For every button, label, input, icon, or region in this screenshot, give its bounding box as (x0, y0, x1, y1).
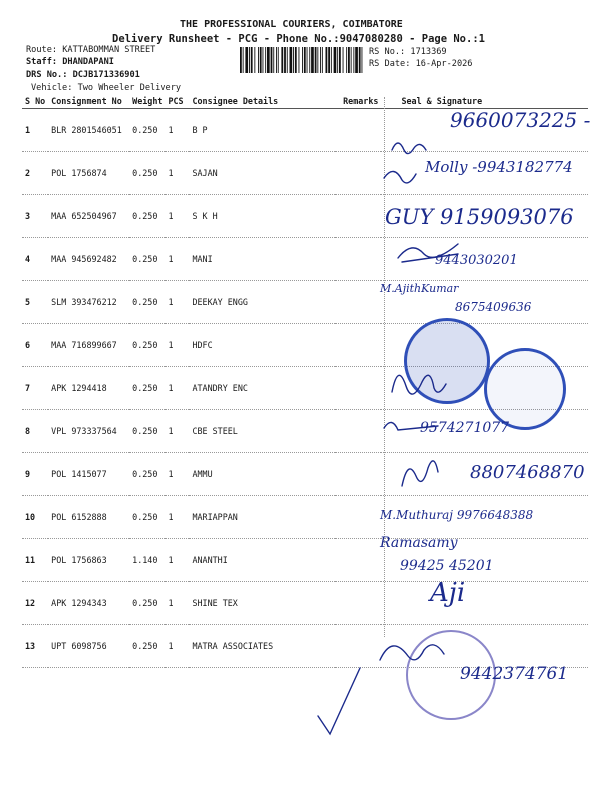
row-consignment: POL 1756874 (48, 152, 129, 195)
handwritten-phone-1: 9660073225 - (450, 108, 591, 132)
row-weight: 0.250 (129, 152, 165, 195)
row-sno: 3 (22, 195, 48, 238)
row-consignee: HDFC (189, 324, 335, 367)
row-pcs: 1 (165, 109, 189, 152)
signature-row9 (402, 461, 438, 486)
row-consignee: MARIAPPAN (189, 496, 335, 539)
row-weight: 1.140 (129, 539, 165, 582)
company-title: THE PROFESSIONAL COURIERS, COIMBATORE (180, 19, 403, 30)
signature-row2 (384, 171, 416, 182)
row-pcs: 1 (165, 281, 189, 324)
row-pcs: 1 (165, 582, 189, 625)
handwritten-name-phone-2: Molly -9943182774 (425, 158, 573, 176)
row-consignment: POL 6152888 (48, 496, 129, 539)
row-consignee: S K H (189, 195, 335, 238)
handwritten-name-phone-10: M.Muthuraj 9976648388 (380, 508, 534, 522)
drs-number: DRS No.: DCJB171336901 (26, 70, 140, 80)
signature-row7 (392, 375, 446, 394)
row-weight: 0.250 (129, 625, 165, 668)
row-pcs: 1 (165, 496, 189, 539)
handwritten-name-5: M.AjithKumar (380, 282, 459, 295)
row-sno: 11 (22, 539, 48, 582)
row-sno: 4 (22, 238, 48, 281)
row-weight: 0.250 (129, 410, 165, 453)
handwritten-phone-4: 9443030201 (435, 253, 518, 268)
route-label: Route: KATTABOMMAN STREET (26, 45, 156, 55)
col-seal-signature: Seal & Signature (381, 94, 588, 109)
row-weight: 0.250 (129, 367, 165, 410)
row-consignee: AMMU (189, 453, 335, 496)
handwritten-name-11: Ramasamy (380, 535, 458, 551)
row-sno: 7 (22, 367, 48, 410)
row-consignment: POL 1415077 (48, 453, 129, 496)
rs-number: RS No.: 1713369 (369, 47, 447, 57)
col-consignment: Consignment No (48, 94, 129, 109)
handwritten-phone-9: 8807468870 (470, 462, 585, 483)
row-consignee: MANI (189, 238, 335, 281)
row-sno: 12 (22, 582, 48, 625)
row-sno: 2 (22, 152, 48, 195)
col-pcs: PCS (165, 94, 189, 109)
signature-row8 (384, 422, 438, 430)
handwritten-phone-8: 9574271077 (420, 420, 510, 436)
row-weight: 0.250 (129, 496, 165, 539)
row-sno: 1 (22, 109, 48, 152)
row-consignee: CBE STEEL (189, 410, 335, 453)
row-pcs: 1 (165, 410, 189, 453)
row-sno: 13 (22, 625, 48, 668)
row-consignment: BLR 2801546051 (48, 109, 129, 152)
row-consignment: SLM 393476212 (48, 281, 129, 324)
staff-label: Staff: DHANDAPANI (26, 57, 114, 67)
handwritten-phone-5: 8675409636 (455, 300, 532, 314)
vehicle-label: Vehicle: Two Wheeler Delivery (31, 83, 182, 93)
row-consignment: VPL 973337564 (48, 410, 129, 453)
handwritten-phone-3: GUY 9159093076 (385, 205, 574, 229)
row-pcs: 1 (165, 367, 189, 410)
row-weight: 0.250 (129, 453, 165, 496)
col-consignee: Consignee Details (189, 94, 335, 109)
signature-row4 (398, 244, 458, 262)
row-consignment: UPT 6098756 (48, 625, 129, 668)
tick-mark (318, 668, 360, 734)
signature-row1 (392, 143, 426, 154)
rs-date: RS Date: 16-Apr-2026 (369, 59, 473, 69)
row-consignee: ATANDRY ENC (189, 367, 335, 410)
row-pcs: 1 (165, 453, 189, 496)
row-weight: 0.250 (129, 238, 165, 281)
col-weight: Weight (129, 94, 165, 109)
row-weight: 0.250 (129, 582, 165, 625)
row-sno: 6 (22, 324, 48, 367)
handwritten-phone-13: 9442374761 (460, 664, 569, 684)
row-consignee: ANANTHI (189, 539, 335, 582)
col-sno: S No (22, 94, 48, 109)
runsheet-subtitle: Delivery Runsheet - PCG - Phone No.:9047080280 - Page No.:1 (112, 33, 485, 45)
row-consignment: POL 1756863 (48, 539, 129, 582)
row-weight: 0.250 (129, 109, 165, 152)
row-consignee: SAJAN (189, 152, 335, 195)
signature-row13 (380, 645, 444, 660)
handwritten-sign-12: Aji (430, 578, 466, 608)
row-consignee: SHINE TEX (189, 582, 335, 625)
row-sno: 8 (22, 410, 48, 453)
row-consignment: APK 1294343 (48, 582, 129, 625)
row-consignee: DEEKAY ENGG (189, 281, 335, 324)
row-consignment: APK 1294418 (48, 367, 129, 410)
row-pcs: 1 (165, 539, 189, 582)
row-sno: 9 (22, 453, 48, 496)
row-sno: 10 (22, 496, 48, 539)
row-weight: 0.250 (129, 324, 165, 367)
row-consignment: MAA 945692482 (48, 238, 129, 281)
row-pcs: 1 (165, 324, 189, 367)
row-consignee: MATRA ASSOCIATES (189, 625, 335, 668)
row-weight: 0.250 (129, 281, 165, 324)
row-consignment: MAA 652504967 (48, 195, 129, 238)
col-remarks: Remarks (335, 94, 381, 109)
row-pcs: 1 (165, 625, 189, 668)
handwritten-phone-11: 99425 45201 (400, 558, 494, 574)
row-consignee: B P (189, 109, 335, 152)
row-pcs: 1 (165, 152, 189, 195)
row-sno: 5 (22, 281, 48, 324)
row-pcs: 1 (165, 195, 189, 238)
row-consignment: MAA 716899667 (48, 324, 129, 367)
row-pcs: 1 (165, 238, 189, 281)
row-weight: 0.250 (129, 195, 165, 238)
